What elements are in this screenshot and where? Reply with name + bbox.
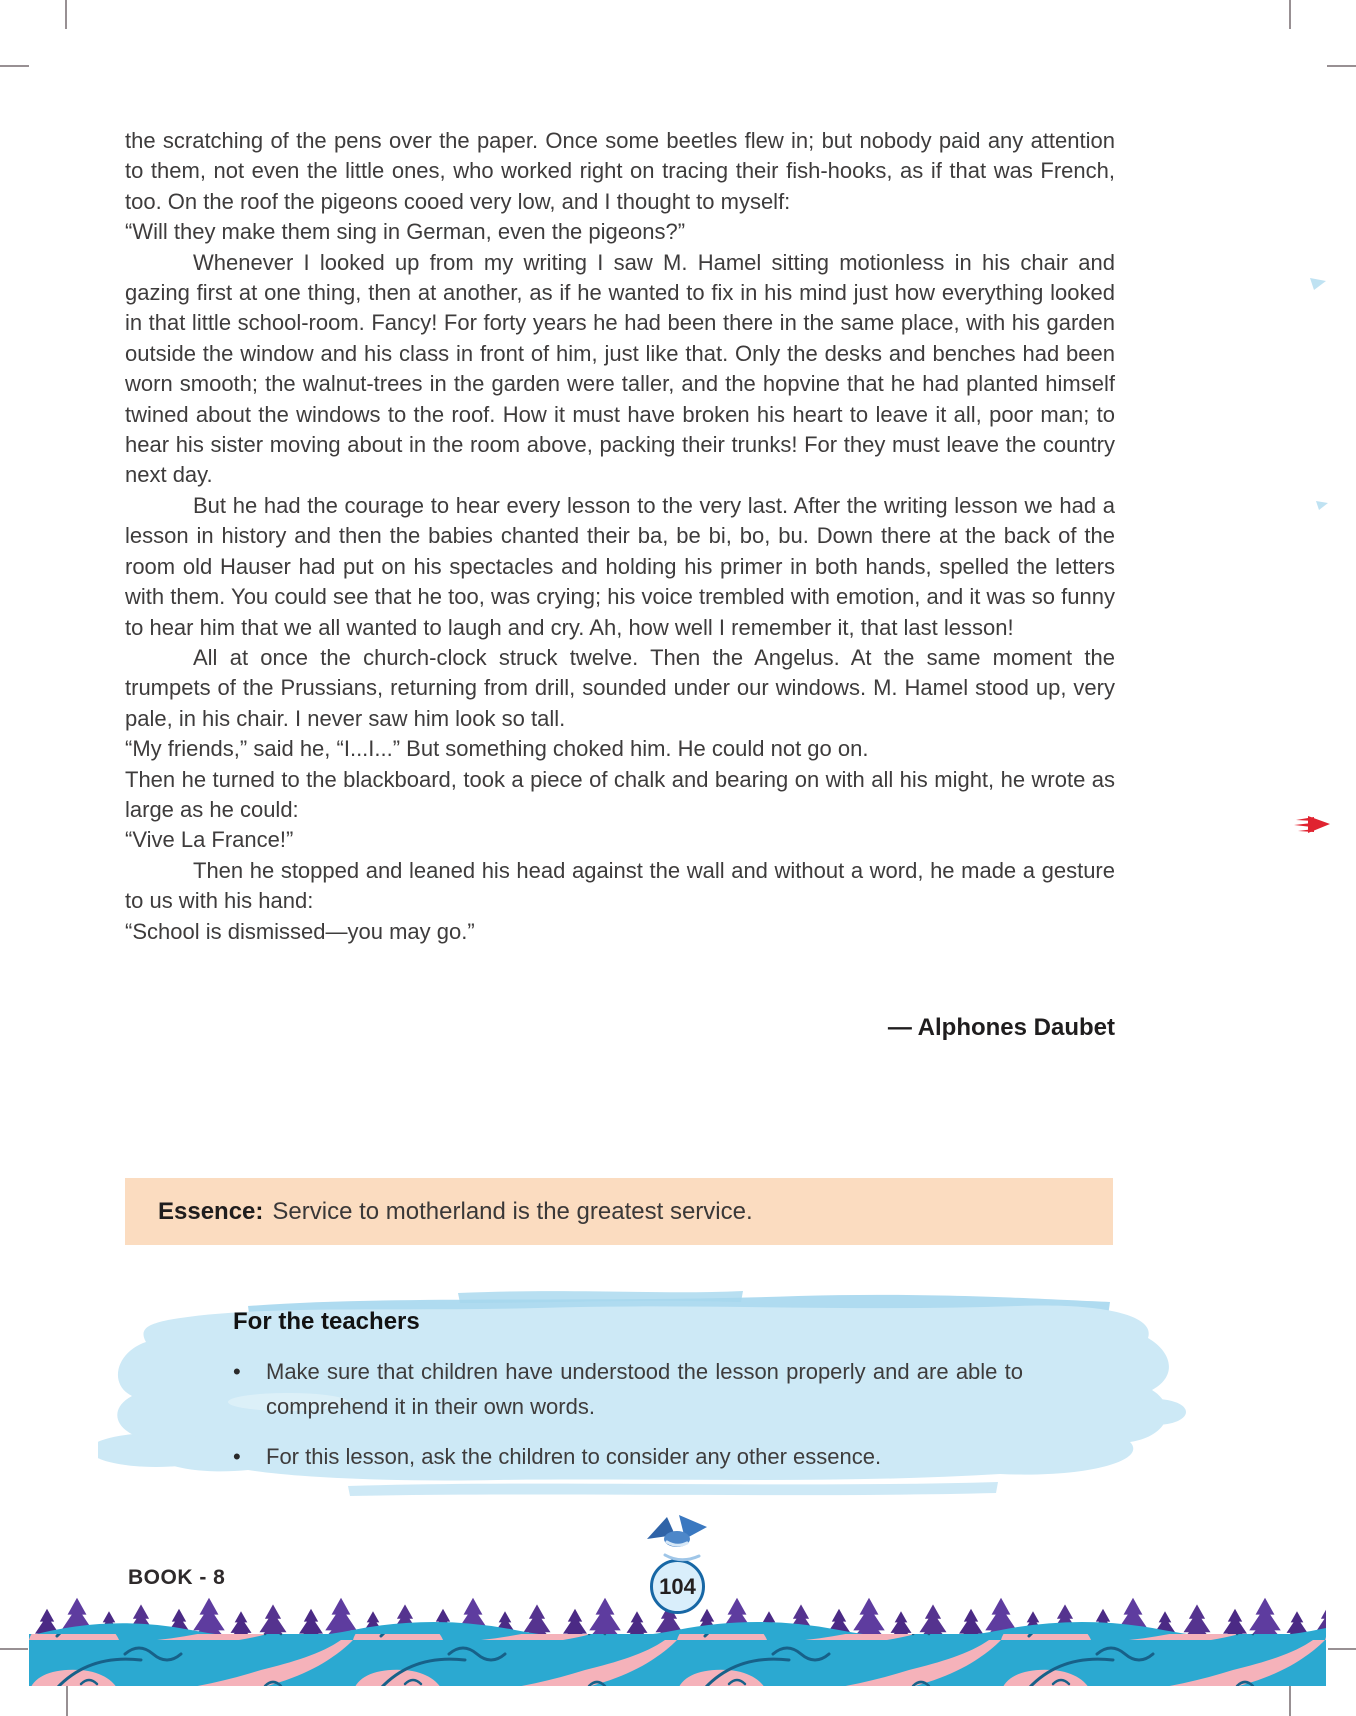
crop-mark-bottom-right-h (1328, 1648, 1356, 1650)
blue-tick-icon (1316, 500, 1328, 510)
crop-mark-top-right-v (1289, 0, 1291, 29)
story-paragraph: “My friends,” said he, “I...I...” But something choked him. He could not go on. (125, 736, 869, 762)
teacher-note-text: For this lesson, ask the children to consider any other essence. (266, 1444, 882, 1469)
story-paragraph: All at once the church-clock struck twelve. Then the Angelus. At the same moment the trumpets of the Prussians, returning from drill, sounded under our windows. M. Hamel stood up, very pale, in his chair. I never saw him look so tall. (125, 644, 1115, 731)
essence-label: Essence: (158, 1197, 264, 1225)
story-paragraph: “Will they make them sing in German, even the pigeons?” (125, 219, 686, 245)
story-paragraph: Then he stopped and leaned his head against the wall and without a word, he made a gesture to us with his hand: (125, 857, 1115, 914)
story-text-block (125, 126, 1115, 947)
crop-mark-top-left-v (65, 0, 67, 29)
essence-text: Service to motherland is the greatest service. (272, 1197, 753, 1225)
blue-tick-icon (1310, 277, 1326, 290)
teacher-note-text: Make sure that children have understood the lesson properly and are able to comprehend it in their own words. (266, 1359, 1023, 1419)
crop-mark-top-right-h (1327, 65, 1356, 67)
story-paragraph: the scratching of the pens over the paper. Once some beetles flew in; but nobody paid any attention to them, not even the little ones, who worked right on tracing their fish-hooks, as if that was French, too. On the roof the pigeons cooed very low, and I thought to myself: (125, 128, 1115, 214)
crop-mark-top-left-h (0, 65, 29, 67)
book-label: BOOK - 8 (128, 1566, 226, 1589)
crop-mark-bottom-right-v (1289, 1686, 1291, 1716)
teachers-note-box (98, 1290, 1188, 1500)
story-paragraph: Whenever I looked up from my writing I saw M. Hamel sitting motionless in his chair and gazing first at one thing, then at another, as if he wanted to fix in his mind just how everything looked in that little school-room. Fancy! For forty years he had been there in the same place, with his garden outside the window and his class in front of him, just like that. Only the desks and benches had been worn smooth; the walnut-trees in the garden were taller, and the hopvine that he had planted himself twined about the windows to the roof. How it must have broken his heart to leave it all, poor man; to hear his sister moving about in the room above, packing their trunks! For they must leave the country next day. (125, 249, 1115, 488)
teacher-note-item (233, 1439, 1023, 1474)
bullet-icon: • (233, 1359, 241, 1384)
bullet-icon: • (233, 1444, 241, 1469)
crop-mark-bottom-left-v (66, 1686, 68, 1716)
story-paragraph: But he had the courage to hear every lesson to the very last. After the writing lesson we had a lesson in history and then the babies chanted their ba, be bi, bo, bu. Down there at the back of the room old Hauser had put on his spectacles and holding his primer in both hands, spelled the letters with them. You could see that he too, was crying; his voice trembled with emotion, and it was so funny to hear him that we all wanted to laugh and cry. Ah, how well I remember it, that last lesson! (125, 492, 1115, 640)
story-paragraph: “Vive La France!” (125, 827, 294, 853)
story-paragraph: “School is dismissed—you may go.” (125, 918, 475, 944)
red-speed-arrow-icon (1294, 813, 1330, 836)
teachers-heading: For the teachers (233, 1308, 420, 1335)
bird-icon (645, 1513, 711, 1563)
essence-callout (125, 1178, 1113, 1245)
teacher-note-item (233, 1354, 1023, 1424)
crop-mark-bottom-left-h (0, 1648, 28, 1650)
page-number: 104 (659, 1573, 696, 1599)
story-paragraph: Then he turned to the blackboard, took a piece of chalk and bearing on with all his might, he wrote as large as he could: (125, 766, 1115, 822)
page-number-badge (650, 1559, 705, 1614)
author-attribution: — Alphones Daubet (887, 1014, 1115, 1041)
